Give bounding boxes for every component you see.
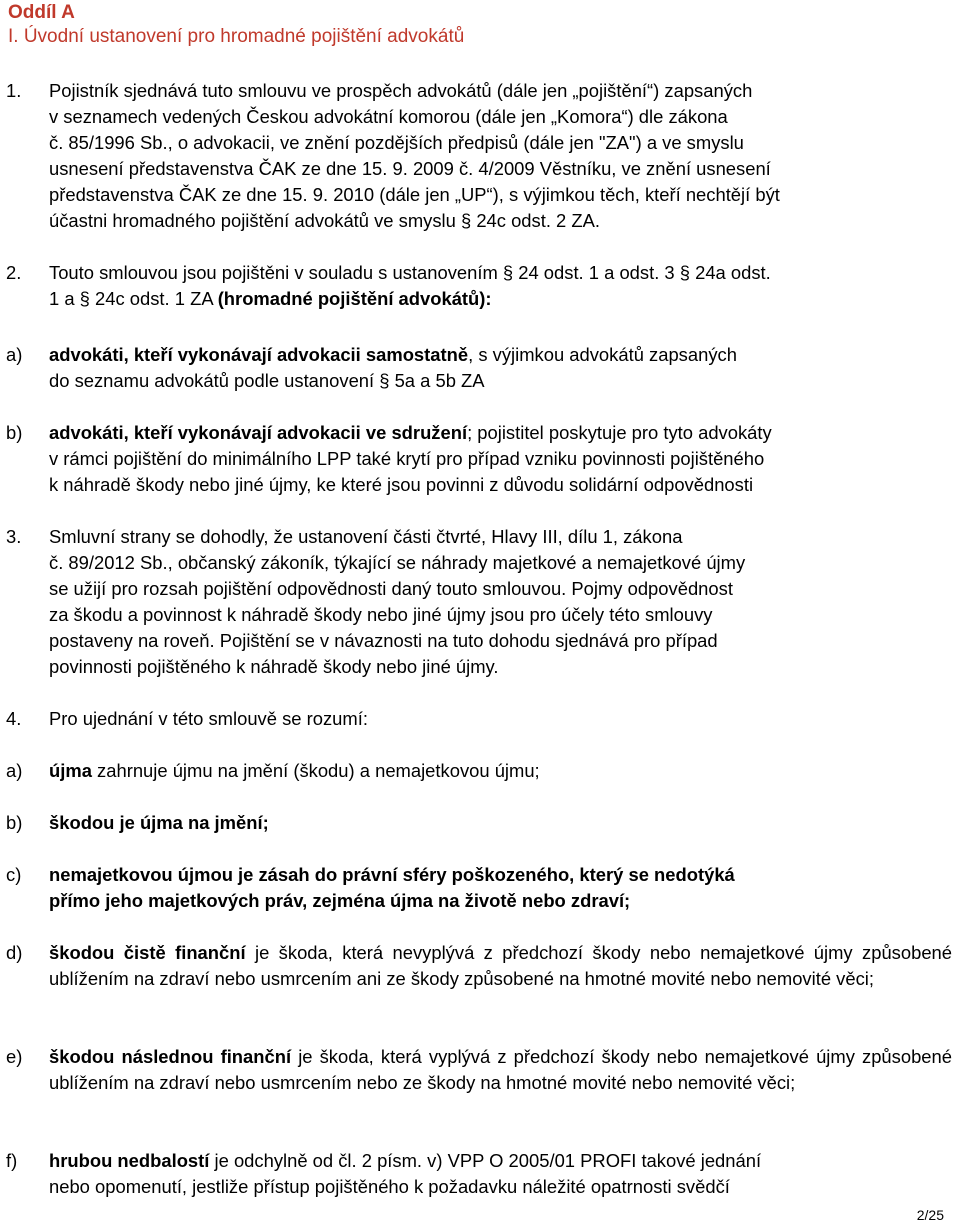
clause-number: 1.	[6, 80, 22, 101]
text-line: k náhradě škody nebo jiné újmy, ke které jsou povinni z důvodu solidární odpovědnosti	[49, 474, 754, 495]
text-line: za škodu a povinnost k náhradě škody nebo jiné újmy jsou pro účely této smlouvy	[49, 604, 713, 625]
text-line: Touto smlouvou jsou pojištěni v souladu s ustanovením § 24 odst. 1 a odst. 3 § 24a odst.	[49, 262, 771, 283]
clause-2-item-a	[6, 342, 952, 394]
text-line: v seznamech vedených Českou advokátní komorou (dále jen „Komora“) dle zákona	[49, 106, 728, 127]
clause-1	[6, 78, 952, 234]
bold-term: advokáti, kteří vykonávají advokacii ve sdružení	[49, 422, 468, 443]
text-run: je odchylně od čl. 2 písm. v) VPP O 2005/01 PROFI takové jednání	[209, 1150, 762, 1171]
chapter-title: I. Úvodní ustanovení pro hromadné pojištění advokátů	[8, 26, 465, 47]
item-label: a)	[6, 344, 23, 365]
text-run: ; pojistitel poskytuje pro tyto advokáty	[467, 422, 772, 443]
definition-b	[6, 810, 952, 836]
bold-term: újma	[49, 760, 92, 781]
item-label: a)	[6, 760, 23, 781]
item-label: e)	[6, 1046, 23, 1067]
bold-term: škodou je újma na jmění;	[49, 812, 269, 833]
text-line: nebo opomenutí, jestliže přístup pojištěného k požadavku náležité opatrnosti svědčí	[49, 1176, 730, 1197]
text-run: je škoda, která vyplývá z předchozí škody nebo nemajetkové újmy způsobené ublížením na zdraví nebo usmrcením nebo ze škody na hmotné movité nebo nemovité věci;	[49, 1046, 952, 1093]
bold-term: hrubou nedbalostí	[49, 1150, 210, 1171]
definition-e	[6, 1044, 952, 1096]
text-line: Pro ujednání v této smlouvě se rozumí:	[49, 708, 368, 729]
text-line: představenstva ČAK ze dne 15. 9. 2010 (dále jen „UP“), s výjimkou těch, kteří nechtějí být	[49, 184, 780, 205]
definition-c	[6, 862, 952, 914]
text-line: usnesení představenstva ČAK ze dne 15. 9. 2009 č. 4/2009 Věstníku, ve znění usnesení	[49, 158, 771, 179]
text-line: účastni hromadného pojištění advokátů ve smyslu § 24c odst. 2 ZA.	[49, 210, 601, 231]
text-line: Pojistník sjednává tuto smlouvu ve prospěch advokátů (dále jen „pojištění“) zapsaných	[49, 80, 753, 101]
page-number: 2/25	[916, 1207, 944, 1223]
definition-f	[6, 1148, 952, 1200]
text-line: se užijí pro rozsah pojištění odpovědnosti daný touto smlouvou. Pojmy odpovědnost	[49, 578, 733, 599]
definition-d	[6, 940, 952, 992]
item-label: b)	[6, 812, 23, 833]
clause-2-item-b	[6, 420, 952, 498]
text-line: povinnosti pojištěného k náhradě škody nebo jiné újmy.	[49, 656, 499, 677]
item-label: c)	[6, 864, 22, 885]
bold-term: nemajetkovou újmou je zásah do právní sféry poškozeného, který se nedotýká	[49, 864, 735, 885]
text-run: je škoda, která nevyplývá z předchozí škody nebo nemajetkové újmy způsobené ublížením na zdraví nebo usmrcením ani ze škody způsobené na hmotné movité nebo nemovité věci;	[49, 942, 953, 989]
bold-term: advokáti, kteří vykonávají advokacii samostatně	[49, 344, 469, 365]
text-line: postaveny na roveň. Pojištění se v návaznosti na tuto dohodu sjednává pro případ	[49, 630, 718, 651]
bold-term: škodou následnou finanční	[49, 1046, 292, 1067]
text-run: , s výjimkou advokátů zapsaných	[468, 344, 737, 365]
item-label: f)	[6, 1150, 18, 1171]
text-line: č. 89/2012 Sb., občanský zákoník, týkající se náhrady majetkové a nemajetkové újmy	[49, 552, 746, 573]
section-heading: Oddíl A	[8, 2, 75, 23]
text-line: Smluvní strany se dohodly, že ustanovení části čtvrté, Hlavy III, dílu 1, zákona	[49, 526, 683, 547]
clause-3	[6, 524, 952, 680]
text-run: zahrnuje újmu na jmění (škodu) a nemajetkovou újmu;	[91, 760, 540, 781]
clause-number: 2.	[6, 262, 22, 283]
clause-number: 3.	[6, 526, 22, 547]
clause-2	[6, 260, 952, 312]
text-line: č. 85/1996 Sb., o advokacii, ve znění pozdějších předpisů (dále jen "ZA") a ve smyslu	[49, 132, 744, 153]
item-label: b)	[6, 422, 23, 443]
text-line: do seznamu advokátů podle ustanovení § 5a a 5b ZA	[49, 370, 485, 391]
clause-4	[6, 706, 952, 732]
definition-a	[6, 758, 952, 784]
text-run: 1 a § 24c odst. 1 ZA	[49, 288, 218, 309]
text-line: v rámci pojištění do minimálního LPP také krytí pro případ vzniku povinnosti pojištěného	[49, 448, 765, 469]
item-label: d)	[6, 942, 23, 963]
clause-number: 4.	[6, 708, 22, 729]
bold-term: škodou čistě finanční	[49, 942, 246, 963]
bold-term: (hromadné pojištění advokátů):	[217, 288, 492, 309]
bold-term: přímo jeho majetkových práv, zejména újma na životě nebo zdraví;	[49, 890, 631, 911]
